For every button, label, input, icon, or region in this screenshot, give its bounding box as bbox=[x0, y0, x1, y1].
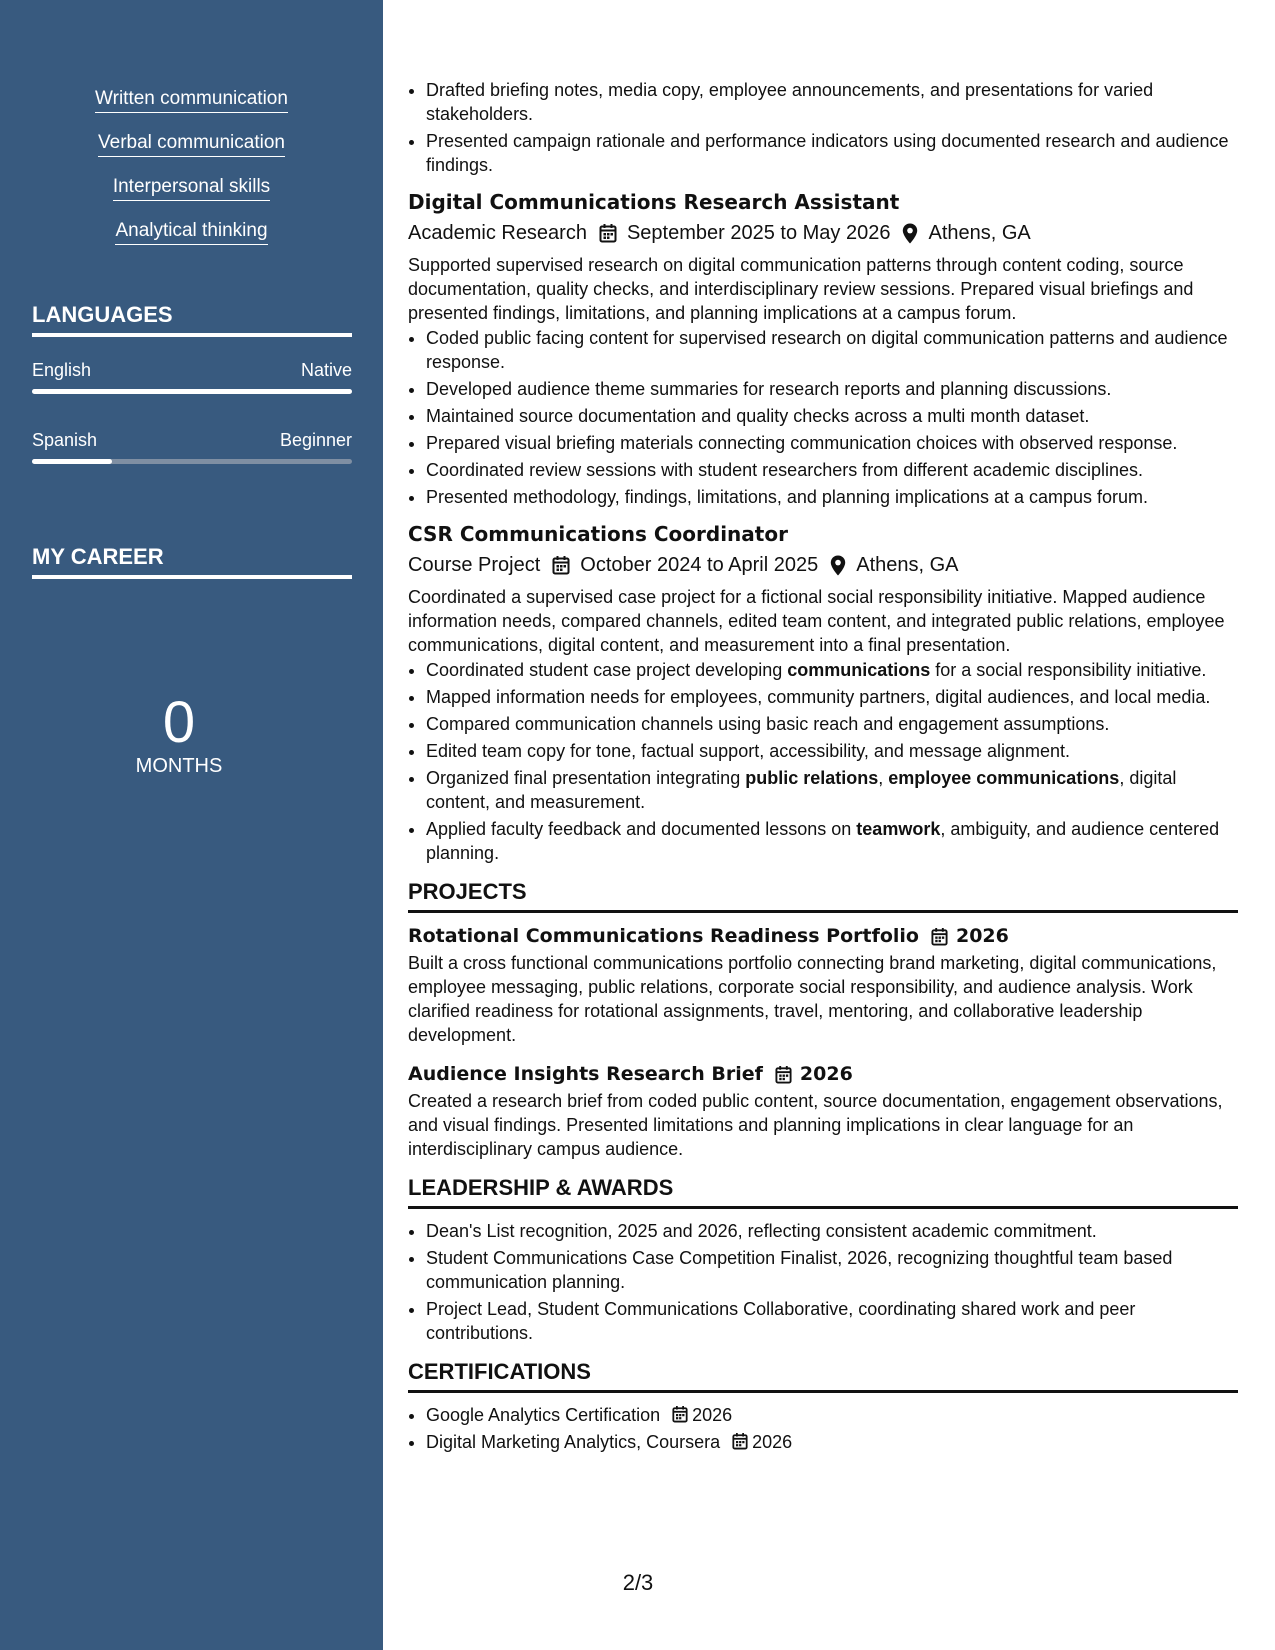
calendar-icon bbox=[775, 1065, 792, 1084]
main-content bbox=[408, 78, 1238, 1457]
sidebar bbox=[0, 0, 383, 1650]
calendar-icon bbox=[599, 223, 617, 243]
project-description: Built a cross functional communications portfolio connecting brand marketing, digital communications, employee messaging, public relations, corporate social responsibility, and audience analysis. Work clarified readiness for rotational assignments, travel, mentoring, and collaborative leadership development. bbox=[408, 953, 1217, 1045]
language-row bbox=[32, 359, 352, 381]
keyword: communications bbox=[787, 660, 931, 680]
job-dates: September 2025 to May 2026 bbox=[626, 222, 891, 244]
skill-item: Written communication bbox=[95, 88, 288, 113]
certification-item bbox=[426, 1430, 1238, 1454]
project-title-row bbox=[408, 923, 1238, 949]
language-proficiency-fill bbox=[32, 459, 112, 464]
keyword: employee communications bbox=[888, 768, 1120, 788]
skill-item: Analytical thinking bbox=[115, 220, 267, 245]
certifications-heading: CERTIFICATIONS bbox=[408, 1359, 1238, 1393]
bullet-item: • Project Lead, Student Communications Collaborative, coordinating shared work and peer contributions. bbox=[426, 1297, 1238, 1345]
project-description: Created a research brief from coded public content, source documentation, engagement observations, and visual findings. Presented limitations and planning implications in clear language for an interdisciplinary campus audience. bbox=[408, 1091, 1223, 1159]
language-row bbox=[32, 429, 352, 451]
job-title: CSR Communications Coordinator bbox=[408, 522, 788, 546]
job-bullets bbox=[408, 326, 1238, 509]
calendar-icon bbox=[672, 1405, 688, 1423]
location-pin-icon bbox=[830, 555, 846, 576]
bullet-item: • Dean's List recognition, 2025 and 2026, reflecting consistent academic commitment. bbox=[426, 1219, 1238, 1243]
skill-item: Interpersonal skills bbox=[113, 176, 270, 201]
calendar-icon bbox=[931, 927, 948, 946]
page-number: 2/3 bbox=[622, 1570, 654, 1595]
keyword: teamwork bbox=[856, 819, 941, 839]
bullet-item: • Coded public facing content for supervised research on digital communication patterns and audience response. bbox=[426, 326, 1238, 374]
certification-name: Google Analytics Certification bbox=[426, 1405, 661, 1425]
certification-item bbox=[426, 1403, 1238, 1427]
bullet-item: • Presented methodology, findings, limitations, and planning implications at a campus forum. bbox=[426, 485, 1238, 509]
language-proficiency-bar bbox=[32, 459, 352, 464]
career-value: 0 bbox=[162, 690, 196, 755]
language-name: Spanish bbox=[32, 430, 98, 450]
leadership-list bbox=[408, 1219, 1238, 1345]
bullet-item: • Developed audience theme summaries for research reports and planning discussions. bbox=[426, 377, 1238, 401]
job-meta bbox=[408, 219, 1238, 247]
bullet-item: • Coordinated review sessions with student researchers from different academic disciplines. bbox=[426, 458, 1238, 482]
bullet-item: • Compared communication channels using basic reach and engagement assumptions. bbox=[426, 712, 1238, 736]
keyword: public relations bbox=[745, 768, 879, 788]
certification-year: 2026 bbox=[692, 1405, 733, 1425]
job-description: Coordinated a supervised case project for a fictional social responsibility initiative. Mapped audience information needs, compared channels, edited team content, and integrated public relations, employee communications, digital content, and measurement into a final presentation. bbox=[408, 587, 1225, 655]
career-heading: MY CAREER bbox=[32, 544, 352, 579]
language-proficiency-bar bbox=[32, 389, 352, 394]
career-unit: MONTHS bbox=[135, 755, 223, 777]
job-title: Digital Communications Research Assistant bbox=[408, 190, 900, 214]
bullet-item: • Organized final presentation integrating public relations, employee communications, digital content, and measurement. bbox=[426, 766, 1238, 814]
job-bullets bbox=[408, 658, 1238, 865]
leadership-heading: LEADERSHIP & AWARDS bbox=[408, 1175, 1238, 1209]
certifications-list bbox=[408, 1403, 1238, 1454]
skills-list bbox=[0, 88, 383, 264]
certification-year: 2026 bbox=[752, 1432, 793, 1452]
languages-heading: LANGUAGES bbox=[32, 302, 352, 337]
bullet-item: • Drafted briefing notes, media copy, employee announcements, and presentations for varied stakeholders. bbox=[426, 78, 1238, 126]
job-description: Supported supervised research on digital communication patterns through content coding, source documentation, quality checks, and interdisciplinary review sessions. Prepared visual briefings and presented findings, limitations, and planning implications at a campus forum. bbox=[408, 255, 1194, 323]
bullet-item: • Student Communications Case Competition Finalist, 2026, recognizing thoughtful team based communication planning. bbox=[426, 1246, 1238, 1294]
language-level: Beginner bbox=[279, 430, 352, 450]
bullet-item: • Prepared visual briefing materials connecting communication choices with observed response. bbox=[426, 431, 1238, 455]
project-title: Rotational Communications Readiness Portfolio bbox=[408, 925, 919, 947]
certification-name: Digital Marketing Analytics, Coursera bbox=[426, 1432, 721, 1452]
bullet-item: • Applied faculty feedback and documented lessons on teamwork, ambiguity, and audience centered planning. bbox=[426, 817, 1238, 865]
experience-bullets bbox=[408, 78, 1238, 177]
project-title-row bbox=[408, 1061, 1238, 1087]
calendar-icon bbox=[552, 555, 570, 575]
job-org: Academic Research bbox=[408, 222, 587, 244]
language-name: English bbox=[32, 360, 92, 380]
language-proficiency-fill bbox=[32, 389, 352, 394]
project-year: 2026 bbox=[955, 925, 1009, 947]
location-pin-icon bbox=[902, 223, 918, 244]
bullet-item: • Presented campaign rationale and performance indicators using documented research and audience findings. bbox=[426, 129, 1238, 177]
bullet-item: • Coordinated student case project developing communications for a social responsibility initiative. bbox=[426, 658, 1238, 682]
job-location: Athens, GA bbox=[856, 554, 959, 576]
project-title: Audience Insights Research Brief bbox=[408, 1063, 763, 1085]
bullet-item: • Edited team copy for tone, factual support, accessibility, and message alignment. bbox=[426, 739, 1238, 763]
bullet-item: • Maintained source documentation and quality checks across a multi month dataset. bbox=[426, 404, 1238, 428]
projects-heading: PROJECTS bbox=[408, 879, 1238, 913]
project-year: 2026 bbox=[799, 1063, 853, 1085]
job-meta bbox=[408, 551, 1238, 579]
bullet-item: • Mapped information needs for employees, community partners, digital audiences, and local media. bbox=[426, 685, 1238, 709]
job-dates: October 2024 to April 2025 bbox=[580, 554, 819, 576]
language-level: Native bbox=[300, 360, 352, 380]
job-location: Athens, GA bbox=[928, 222, 1031, 244]
job-org: Course Project bbox=[408, 554, 541, 576]
skill-item: Verbal communication bbox=[98, 132, 285, 157]
calendar-icon bbox=[732, 1432, 748, 1450]
